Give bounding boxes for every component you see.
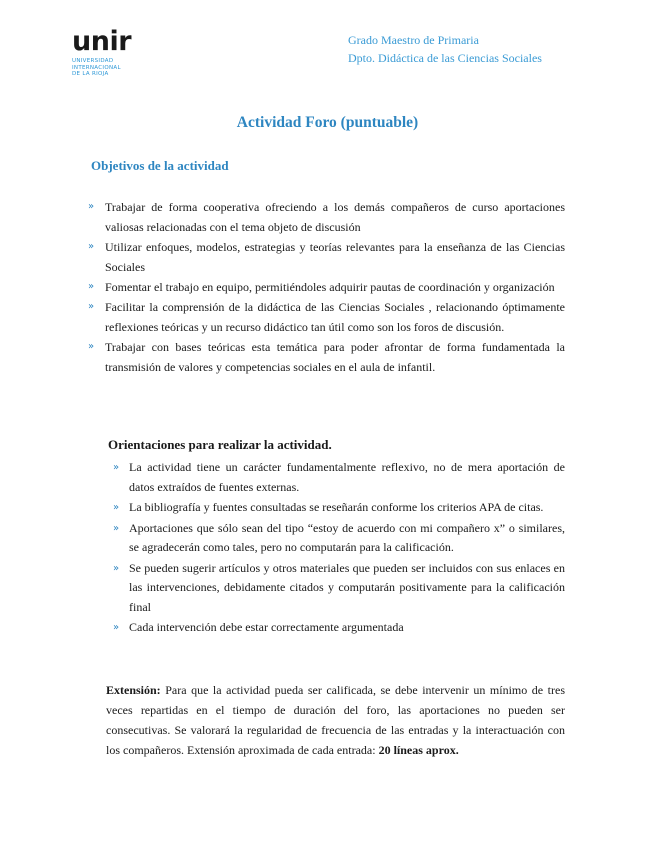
list-item [112, 618, 565, 638]
list-item [112, 519, 565, 558]
chevron-bullet-icon: » [113, 462, 120, 473]
orientations-list [112, 458, 565, 639]
objectives-heading: Objetivos de la actividad [91, 158, 229, 173]
list-item-text: Trabajar de forma cooperativa ofreciendo a los demás compañeros de curso aportaciones valiosas relacionadas con el tema objeto de discusión [105, 200, 565, 234]
orientations-heading: Orientaciones para realizar la actividad. [108, 437, 332, 452]
chevron-bullet-icon: » [113, 522, 120, 534]
list-item [112, 559, 565, 618]
unir-logo [72, 26, 152, 78]
chevron-bullet-icon: » [113, 562, 120, 574]
list-item-text: La actividad tiene un carácter fundamentalmente reflexivo, no de mera aportación de datos extraídos de fuentes externas. [129, 460, 565, 494]
chevron-bullet-icon: » [88, 201, 95, 212]
list-item-text: Fomentar el trabajo en equipo, permitiéndoles adquirir pautas de coordinación y organización [105, 280, 555, 294]
chevron-bullet-icon: » [88, 241, 95, 252]
logo-subtitle [72, 58, 152, 78]
logo-wordmark: unir [72, 26, 132, 57]
logo-subtitle-line: INTERNACIONAL [72, 64, 121, 71]
list-item [87, 277, 565, 297]
list-item [112, 498, 565, 518]
list-item [112, 458, 565, 497]
list-item-text: La bibliografía y fuentes consultadas se reseñarán conforme los criterios APA de citas. [129, 500, 544, 514]
header-degree: Grado Maestro de Primaria [348, 33, 479, 47]
list-item-text: Aportaciones que sólo sean del tipo “estoy de acuerdo con mi compañero x” o similares, se agradecerán como tales, pero no computarán para la calificación. [129, 520, 565, 554]
chevron-bullet-icon: » [113, 502, 120, 513]
chevron-bullet-icon: » [88, 281, 95, 292]
chevron-bullet-icon: » [113, 622, 120, 633]
logo-subtitle-line: DE LA RIOJA [72, 71, 109, 77]
page-title: Actividad Foro (puntuable) [236, 114, 419, 131]
list-item [87, 337, 565, 377]
list-item-text: Facilitar la comprensión de la didáctica de las Ciencias Sociales , relacionando óptimamente reflexiones teóricas y un recurso didáctico tan útil como son los foros de discusión. [105, 300, 565, 334]
document-header [348, 31, 542, 67]
list-item-text: Cada intervención debe estar correctamente argumentada [129, 620, 404, 634]
chevron-bullet-icon: » [88, 341, 95, 352]
list-item-text: Trabajar con bases teóricas esta temática para poder afrontar de forma fundamentada la transmisión de valores y competencias sociales en el aula de infantil. [105, 340, 565, 374]
list-item-text: Se pueden sugerir artículos y otros materiales que pueden ser incluidos con sus enlaces en las intervenciones, debidamente citados y computarán positivamente para la calificación final [129, 560, 565, 614]
objectives-list [87, 197, 565, 377]
list-item [87, 197, 565, 237]
logo-subtitle-line: UNIVERSIDAD [72, 58, 114, 64]
extension-length: 20 líneas aprox. [378, 743, 459, 757]
list-item [87, 297, 565, 337]
chevron-bullet-icon: » [88, 301, 95, 312]
list-item-text: Utilizar enfoques, modelos, estrategias y teorías relevantes para la enseñanza de las Ciencias Sociales [105, 240, 565, 274]
extension-text: Para que la actividad pueda ser calificada, se debe intervenir un mínimo de tres veces repartidas en el tiempo de duración del foro, las aportaciones no pueden ser consecutivas. Se valorará la regularidad de frecuencia de las entradas y la interactuación con los compañeros. Extensión aproximada de cada entrada: [106, 683, 565, 757]
extension-label: Extensión: [106, 683, 161, 697]
header-department: Dpto. Didáctica de las Ciencias Sociales [348, 51, 542, 65]
list-item [87, 237, 565, 277]
extension-paragraph [106, 680, 565, 760]
